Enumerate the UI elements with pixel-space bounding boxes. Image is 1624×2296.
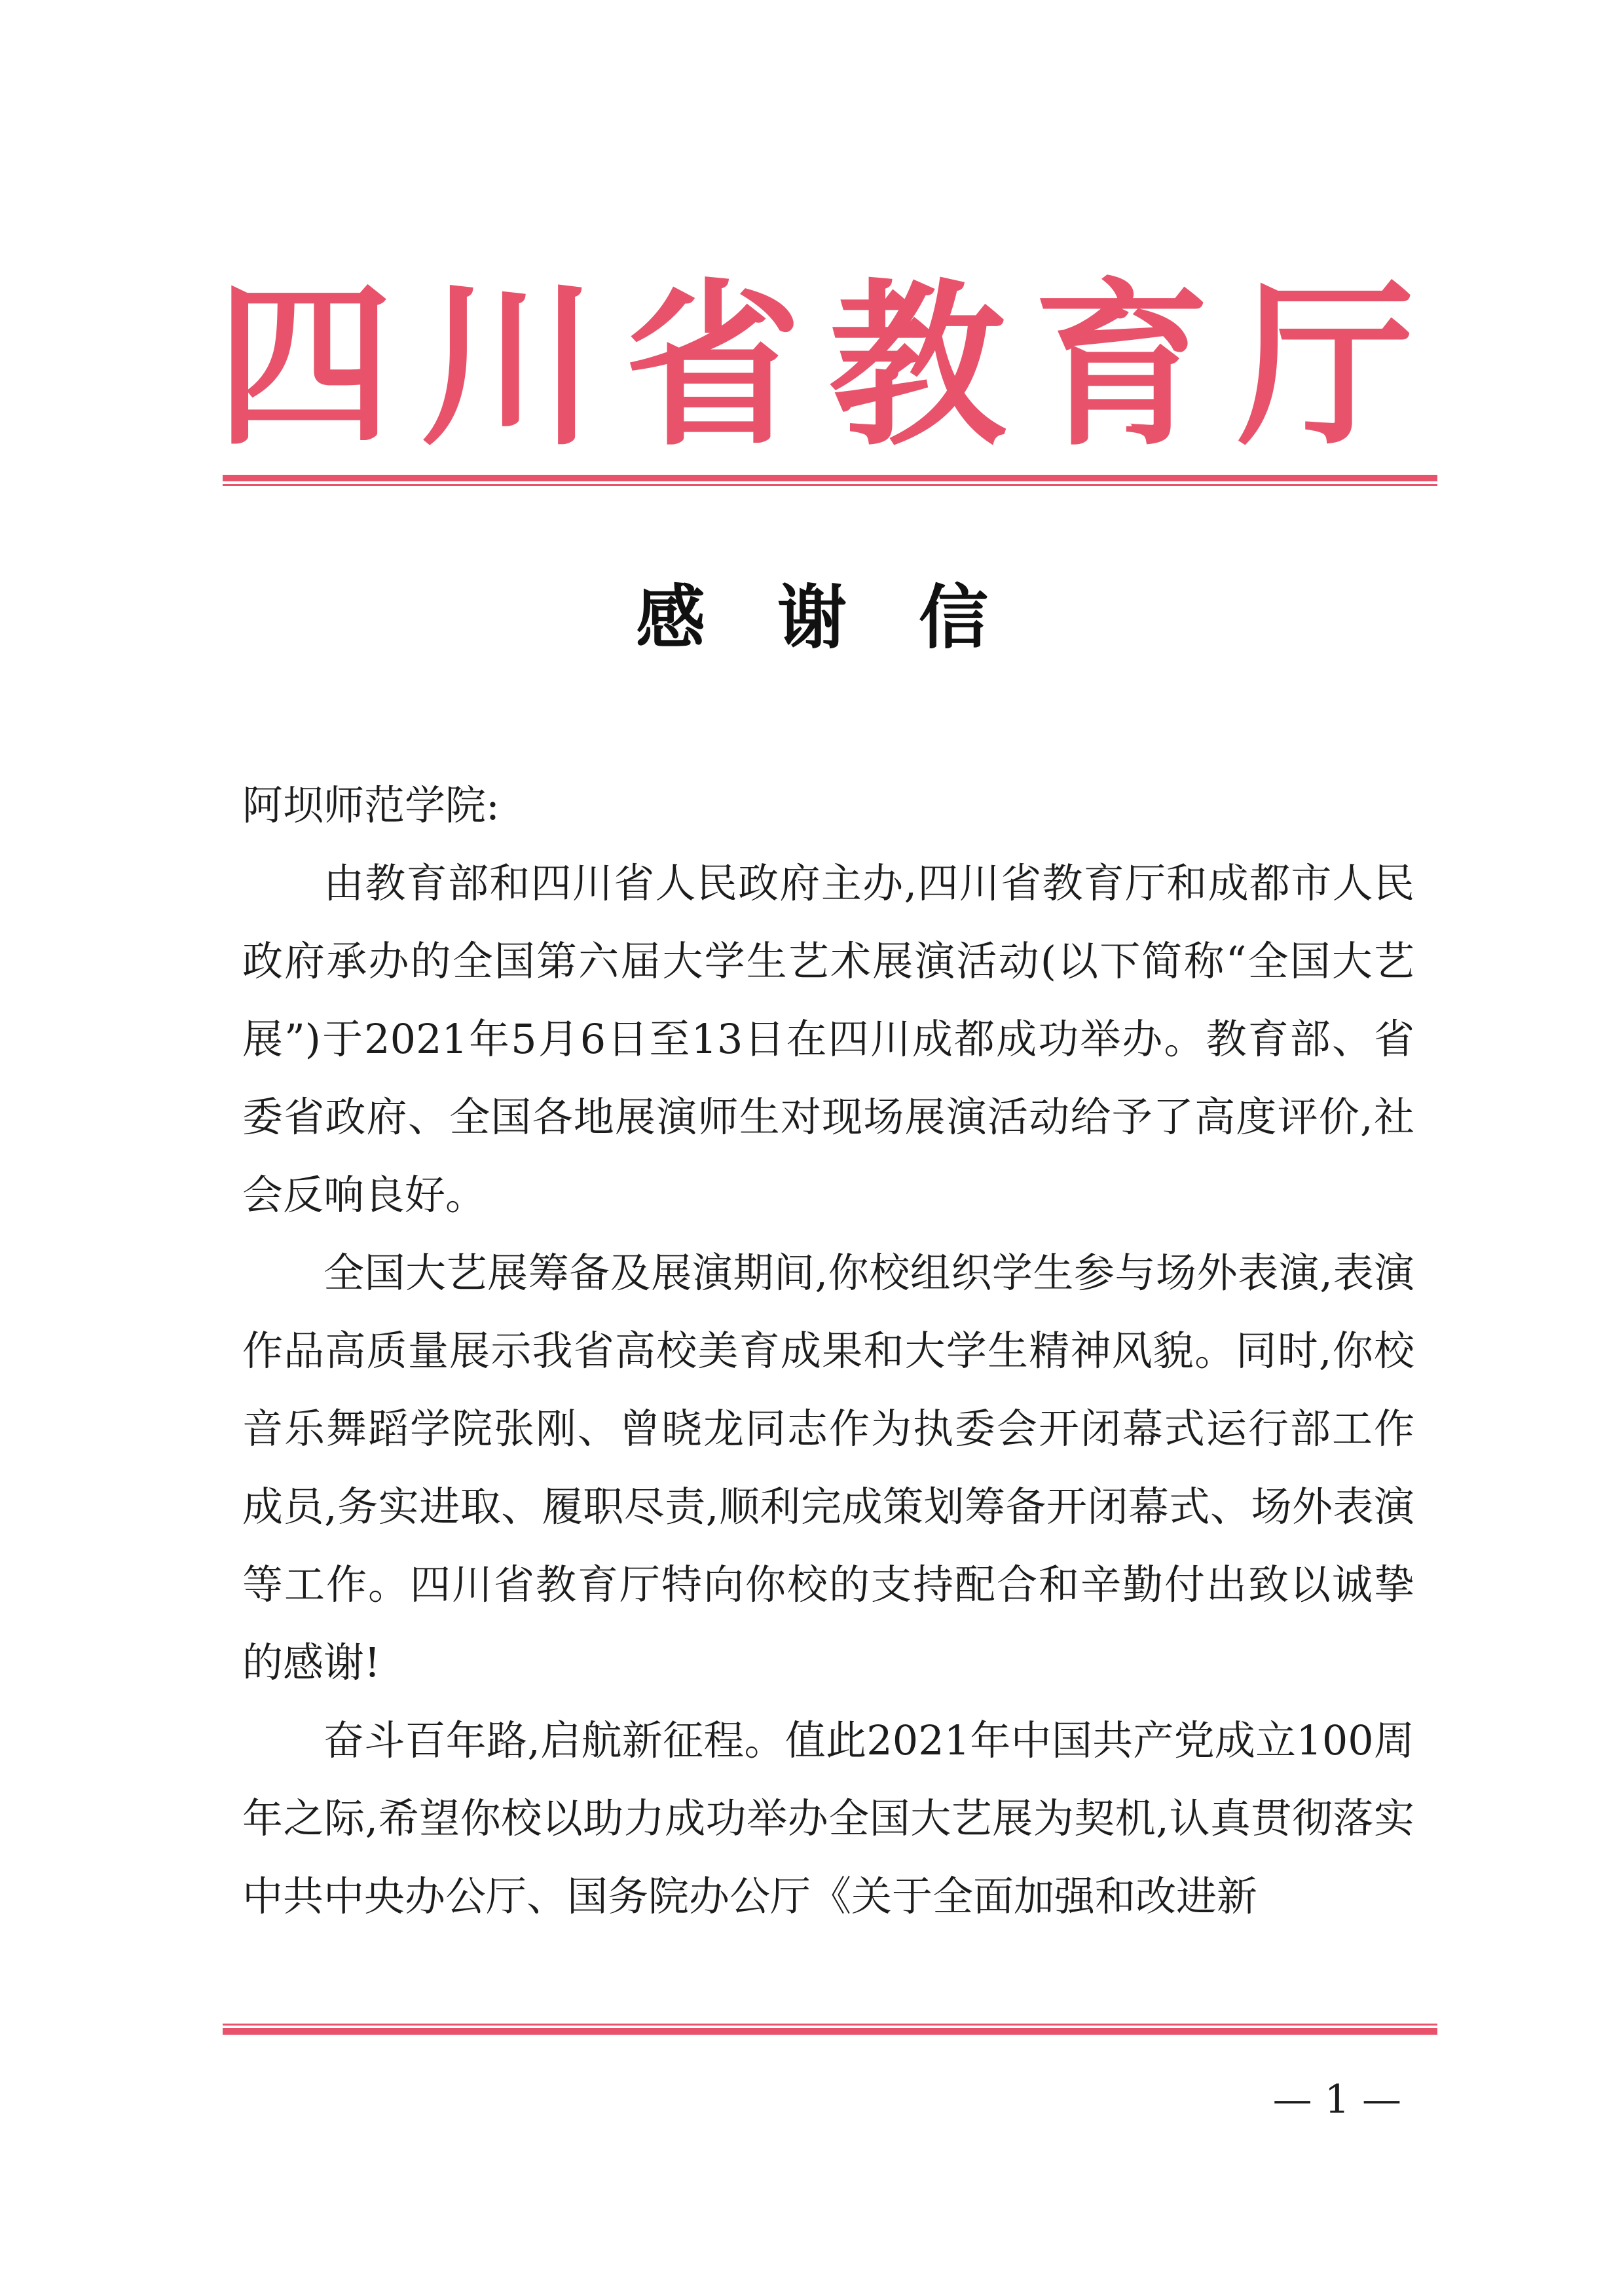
divider-thick-line xyxy=(223,2028,1437,2035)
divider-thin-line xyxy=(223,2024,1437,2026)
body-paragraph-3: 奋斗百年路,启航新征程。值此2021年中国共产党成立100周年之际,希望你校以助力成功举办全国大艺展为契机,认真贯彻落实中共中央办公厅、国务院办公厅《关于全面加强和改进新 xyxy=(242,1716,1414,1920)
salutation: 阿坝师范学院: xyxy=(242,781,500,829)
letterhead-char: 川 xyxy=(420,263,597,470)
page-number: — 1 — xyxy=(1272,2077,1401,2122)
divider-thick-line xyxy=(223,475,1437,481)
body-paragraph-1: 由教育部和四川省人民政府主办,四川省教育厅和成都市人民政府承办的全国第六届大学生艺术展演活动(以下简称“全国大艺展”)于2021年5月6日至13日在四川成都成功举办。教育部、省委省政府、全国各地展演师生对现场展演活动给予了高度评价,社会反响良好。 xyxy=(242,859,1414,1219)
letterhead-char: 四 xyxy=(216,263,393,470)
letterhead-char: 厅 xyxy=(1238,263,1414,470)
body-paragraph-2: 全国大艺展筹备及展演期间,你校组织学生参与场外表演,表演作品高质量展示我省高校美育成果和大学生精神风貌。同时,你校音乐舞蹈学院张刚、曾晓龙同志作为执委会开闭幕式运行部工作成员,务实进取、履职尽责,顺利完成策划筹备开闭幕式、场外表演等工作。四川省教育厅特向你校的支持配合和辛勤付出致以诚挚的感谢! xyxy=(242,1249,1414,1686)
document-title: 感谢信 xyxy=(636,578,1060,658)
letterhead-char: 教 xyxy=(829,263,1006,470)
divider-thin-line xyxy=(223,484,1437,486)
footer-divider xyxy=(223,2024,1437,2035)
letterhead xyxy=(216,259,1414,475)
letter-body xyxy=(242,766,1414,1935)
letterhead-divider xyxy=(223,475,1437,487)
letterhead-char: 省 xyxy=(625,263,802,470)
letterhead-char: 育 xyxy=(1033,263,1210,470)
